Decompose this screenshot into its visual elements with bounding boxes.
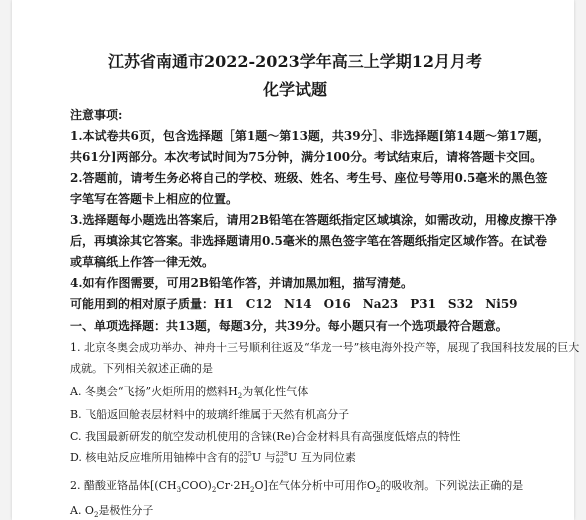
note-line: 字笔写在答题卡上相应的位置。	[70, 192, 239, 206]
question-1-stem: 1. 北京冬奥会成功举办、神舟十三号顺利往返及“华龙一号”核电海外投产等，展现了我国科技发展的巨大	[70, 341, 580, 354]
note-line: 共61分]两部分。本次考试时间为75分钟，满分100分。考试结束后，请将答题卡交回。	[70, 150, 543, 164]
question-1-stem-cont: 成就。下列相关叙述正确的是	[70, 362, 213, 375]
document-page	[12, 0, 580, 520]
note-line: 后，再填涂其它答案。非选择题请用0.5毫米的黑色签字笔在答题纸指定区域作答。在试卷	[70, 234, 547, 248]
note-line: 4.如有作图需要，可用2B铅笔作答，并请加黑加粗，描写清楚。	[70, 276, 414, 290]
question-1-option-c: C. 我国最新研发的航空发动机使用的含铼(Re)合金材料具有高强度低熔点的特性	[70, 430, 461, 443]
question-1-option-a: A. 冬奥会“飞扬”火炬所用的燃料$H_2$为氧化性气体	[70, 385, 309, 401]
document-subtitle: 化学试题	[262, 80, 327, 99]
note-line: 1.本试卷共6页，包含选择题［第1题～第13题，共39分］、非选择题[第14题～第17题，	[70, 129, 550, 143]
section-heading: 一、单项选择题：共13题，每题3分，共39分。每小题只有一个选项最符合题意。	[70, 319, 508, 333]
question-2-stem: 2. 醋酸亚铬晶体$[(CH_3COO)_2Cr\cdot 2H_2O]$在气体分析中可用作$O_2$的吸收剂。下列说法正确的是	[70, 479, 524, 495]
note-line: 2.答题前，请考生务必将自己的学校、班级、姓名、考生号、座位号等用0.5毫米的黑色签	[70, 171, 548, 185]
note-line: 3.选择题每小题选出答案后，请用2B铅笔在答题纸指定区域填涂，如需改动，用橡皮擦干净	[70, 213, 558, 227]
notes-heading: 注意事项:	[70, 108, 123, 122]
atomic-mass-line: 可能用到的相对原子质量：H1 C12 N14 O16 Na23 P31 S32 Ni59	[70, 297, 518, 311]
note-line: 或草稿纸上作答一律无效。	[70, 255, 215, 269]
document-title: 江苏省南通市2022-2023学年高三上学期12月月考	[108, 52, 482, 71]
question-1-option-d: D. 核电站反应堆所用铀棒中含有的235 92 U 与238 92 U 互为同位素	[70, 450, 356, 465]
question-1-option-b: B. 飞船返回舱表层材料中的玻璃纤维属于天然有机高分子	[70, 408, 350, 421]
question-2-option-a: A. $O_2$是极性分子	[70, 504, 154, 520]
